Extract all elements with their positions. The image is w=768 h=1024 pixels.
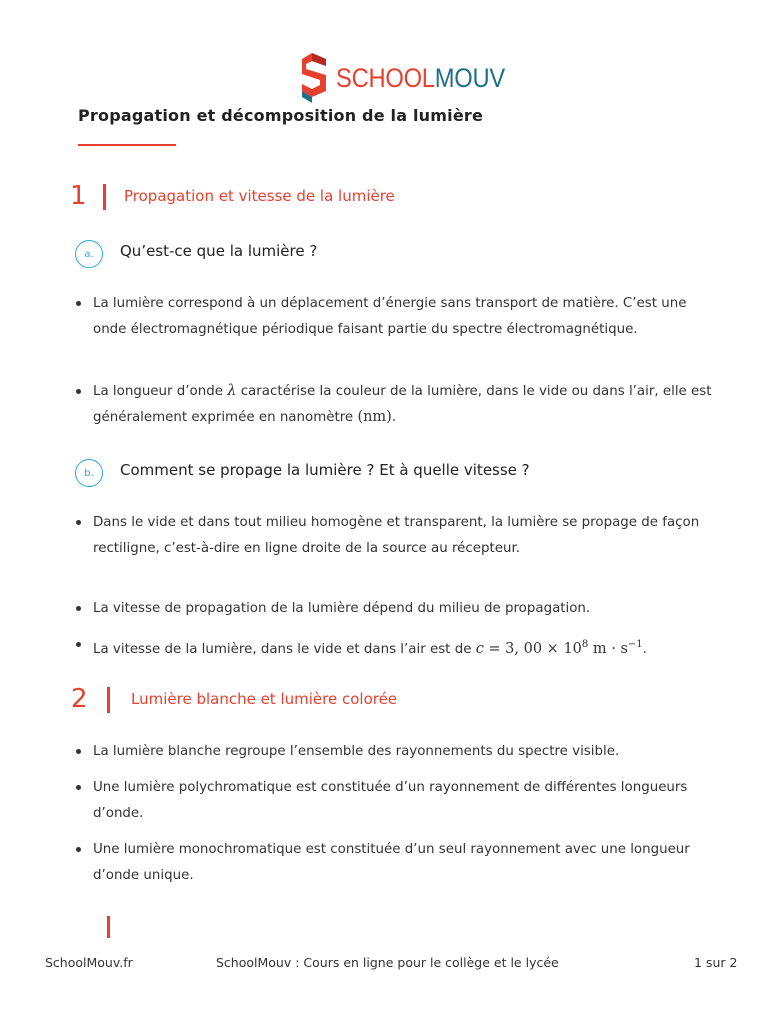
list-item — [76, 775, 716, 826]
subsection-b-marker — [75, 459, 103, 487]
section-1-title: Propagation et vitesse de la lumière — [124, 187, 395, 205]
bullet-dot — [76, 389, 81, 394]
bullet-dot — [76, 642, 81, 647]
bullet-text: Une lumière polychromatique est constituée d’un rayonnement de différentes longueurs d’onde. — [93, 780, 688, 821]
section-1-bar — [103, 184, 106, 210]
unit-nm: (nm) — [357, 408, 392, 425]
bullet-text: Une lumière monochromatique est constituée d’un seul rayonnement avec une longueur d’onde unique. — [93, 842, 690, 883]
title-underline — [78, 144, 176, 146]
speed-of-light-formula: c = 3, $00 \times 10^8$ $m \cdot s^{-1}$ — [475, 639, 643, 657]
section-2-bar — [107, 687, 110, 713]
list-item — [76, 837, 716, 888]
brand-wordmark — [336, 63, 505, 94]
schoolmouv-logo — [298, 52, 528, 104]
subsection-a-marker-label: a. — [84, 248, 94, 260]
bullet-text: Dans le vide et dans tout milieu homogène et transparent, la lumière se propage de façon rectiligne, c’est-à-dire en ligne droite de la source au récepteur. — [93, 515, 700, 556]
schoolmouv-s-logo-icon — [298, 53, 330, 103]
section-1-number: 1 — [70, 181, 87, 211]
bullet-text: La vitesse de la lumière, dans le vide et dans l’air est de c = 3, $00 \times 10^8$ $m \cdot s^{-1}$. — [93, 639, 647, 657]
list-item — [76, 739, 716, 765]
bullet-dot — [76, 785, 81, 790]
subsection-b-title: Comment se propage la lumière ? Et à quelle vitesse ? — [120, 461, 530, 479]
subsection-b-marker-label: b. — [84, 467, 94, 479]
page-title: Propagation et décomposition de la lumière — [78, 106, 484, 125]
bullet-text: La vitesse de propagation de la lumière dépend du milieu de propagation. — [93, 601, 591, 616]
bullet-dot — [76, 749, 81, 754]
list-item — [76, 510, 716, 561]
brand-name-school: SCHOOL — [336, 62, 435, 93]
section-2-title: Lumière blanche et lumière colorée — [131, 690, 398, 708]
subsection-a-marker — [75, 240, 103, 268]
footer-site-link[interactable]: SchoolMouv.fr — [45, 955, 133, 970]
bullet-dot — [76, 847, 81, 852]
bullet-dot — [76, 606, 81, 611]
bullet-text: La longueur d’onde λ caractérise la couleur de la lumière, dans le vide ou dans l’air, elle est généralement exprimée en nanomètre (nm). — [93, 383, 712, 425]
lambda-symbol: λ — [227, 383, 237, 399]
list-item — [76, 379, 716, 430]
subsection-a-title: Qu’est-ce que la lumière ? — [120, 242, 318, 260]
footer-tagline: SchoolMouv : Cours en ligne pour le collège et le lycée — [216, 955, 559, 970]
list-item — [76, 632, 716, 663]
list-item — [76, 291, 716, 342]
footer-page-number: 1 sur 2 — [694, 955, 738, 970]
brand-name-mouv: MOUV — [434, 62, 506, 93]
bullet-dot — [76, 520, 81, 525]
bullet-text: La lumière blanche regroupe l’ensemble des rayonnements du spectre visible. — [93, 744, 620, 759]
bullet-text: La lumière correspond à un déplacement d’énergie sans transport de matière. C’est une onde électromagnétique périodique faisant partie du spectre électromagnétique. — [93, 296, 687, 337]
next-section-bar — [107, 916, 110, 938]
section-2-number: 2 — [71, 684, 88, 714]
list-item — [76, 596, 716, 622]
bullet-dot — [76, 301, 81, 306]
